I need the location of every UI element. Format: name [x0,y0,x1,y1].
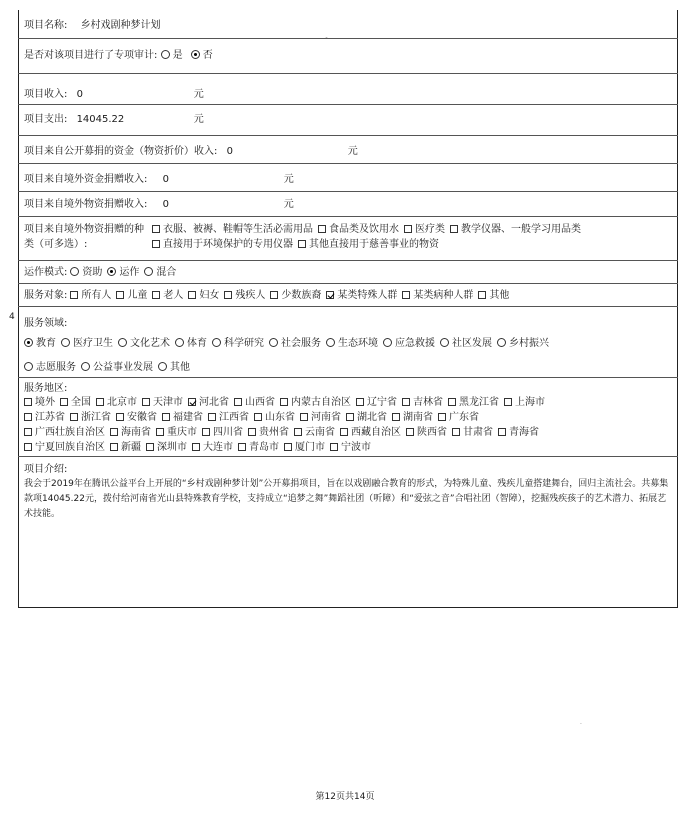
page-footer: 第12页共14页 [315,792,375,802]
region-option[interactable]: 大连市 [192,440,233,455]
row-service-targets [18,284,678,307]
checkbox-icon [452,428,460,436]
radio-icon [118,338,127,347]
region-option[interactable]: 新疆 [110,440,141,455]
row-intro [18,457,678,608]
service-field-option[interactable]: 文化艺术 [118,336,170,352]
radio-icon [61,338,70,347]
region-option[interactable]: 宁波市 [330,440,371,455]
project-name-label: 项目名称: [24,20,68,31]
expense-label: 项目支出: [24,114,68,125]
checkbox-icon [340,428,348,436]
region-option[interactable]: 浙江省 [70,410,111,425]
overseas-funds-label: 项目来自境外资金捐赠收入: [24,174,148,185]
checkbox-icon [298,240,306,248]
radio-icon [497,338,506,347]
service-field-option[interactable]: 社会服务 [269,336,321,352]
operation-mode-option[interactable]: 资助 [70,267,102,279]
goods-type-option[interactable]: 直接用于环境保护的专用仪器 [152,237,293,252]
goods-type-option[interactable]: 教学仪器、一般学习用品类 [450,222,581,237]
region-option[interactable]: 福建省 [162,410,203,425]
service-fields-line2 [24,360,674,376]
checkbox-icon [448,398,456,406]
checkbox-icon [152,240,160,248]
region-option[interactable]: 天津市 [142,395,183,410]
checkbox-icon [346,413,354,421]
checkbox-icon [116,413,124,421]
goods-types-line2 [152,237,674,252]
service-field-option[interactable]: 科学研究 [212,336,264,352]
service-targets-label: 服务对象: [24,290,68,301]
region-option[interactable]: 厦门市 [284,440,325,455]
row-number-marker: 4 [9,312,15,322]
goods-type-option[interactable]: 医疗类 [404,222,445,237]
service-field-option[interactable]: 生态环境 [326,336,378,352]
overseas-funds-unit: 元 [283,174,294,185]
row-audit [18,39,678,74]
checkbox-icon [188,398,196,406]
checkbox-icon [318,225,326,233]
service-field-option[interactable]: 应急救援 [383,336,435,352]
checkbox-icon [284,443,292,451]
checkbox-icon [280,398,288,406]
radio-icon [161,50,170,59]
region-option[interactable]: 辽宁省 [356,395,397,410]
scan-speck: · [580,721,582,728]
row-overseas-goods [18,192,678,217]
radio-icon [24,362,33,371]
public-funds-unit: 元 [347,146,358,157]
checkbox-icon [224,291,232,299]
service-target-option[interactable]: 其他 [478,290,509,302]
region-option[interactable]: 山西省 [234,395,275,410]
checkbox-icon [152,225,160,233]
checkbox-icon [202,428,210,436]
region-option[interactable]: 重庆市 [156,425,197,440]
radio-icon [70,267,79,276]
checkbox-icon [110,443,118,451]
service-regions-line2 [24,410,674,425]
income-unit: 元 [193,89,204,100]
region-option[interactable]: 境外 [24,395,55,410]
region-option[interactable]: 山东省 [254,410,295,425]
expense-value: 14045.22 [76,114,125,125]
overseas-goods-unit: 元 [283,199,294,210]
goods-types-label-line1: 项目来自境外物资捐赠的种 [24,224,144,235]
service-target-option[interactable]: 某类病种人群 [402,290,473,302]
checkbox-icon [402,291,410,299]
row-goods-types [18,217,678,261]
checkbox-icon [356,398,364,406]
region-option[interactable]: 广西壮族自治区 [24,425,105,440]
row-expense [18,105,678,136]
checkbox-icon [326,291,334,299]
public-funds-value: 0 [226,146,233,157]
checkbox-icon [438,413,446,421]
checkbox-icon [254,413,262,421]
service-target-option[interactable]: 妇女 [188,290,219,302]
checkbox-icon [330,443,338,451]
operation-mode-options [70,267,181,278]
operation-mode-option[interactable]: 混合 [144,267,176,279]
radio-icon [440,338,449,347]
audit-option-no[interactable]: 否 [191,50,213,62]
row-income [18,74,678,105]
goods-type-option[interactable]: 衣服、被褥、鞋帽等生活必需用品 [152,222,313,237]
checkbox-icon [24,398,32,406]
service-regions-label: 服务地区: [24,383,68,394]
checkbox-icon [188,291,196,299]
service-fields-line1 [24,336,674,352]
intro-label: 项目介绍: [24,464,68,475]
service-fields-label: 服务领域: [24,318,68,329]
service-target-option[interactable]: 少数族裔 [270,290,321,302]
service-field-option[interactable]: 乡村振兴 [497,336,549,352]
goods-types-line1 [152,222,674,237]
checkbox-icon [192,443,200,451]
region-option[interactable]: 甘肃省 [452,425,493,440]
service-field-option[interactable]: 志愿服务 [24,360,76,376]
radio-icon [81,362,90,371]
service-field-option[interactable]: 社区发展 [440,336,492,352]
checkbox-icon [24,443,32,451]
checkbox-icon [234,398,242,406]
checkbox-icon [294,428,302,436]
checkbox-icon [162,413,170,421]
service-regions-line4 [24,440,674,455]
service-field-option[interactable]: 其他 [158,360,190,376]
region-option[interactable]: 宁夏回族自治区 [24,440,105,455]
overseas-funds-value: 0 [162,174,169,185]
project-name-value: 乡村戏剧种梦计划 [80,20,161,31]
region-option[interactable]: 青岛市 [238,440,279,455]
region-option[interactable]: 海南省 [110,425,151,440]
checkbox-icon [300,413,308,421]
region-option[interactable]: 河南省 [300,410,341,425]
radio-icon [175,338,184,347]
project-info-form [18,10,678,608]
service-target-option[interactable]: 老人 [152,290,183,302]
service-field-option[interactable]: 教育 [24,336,56,352]
service-target-option[interactable]: 残疾人 [224,290,265,302]
region-option[interactable]: 内蒙古自治区 [280,395,351,410]
region-option[interactable]: 贵州省 [248,425,289,440]
scan-speck: ˚ [325,38,328,45]
checkbox-icon [248,428,256,436]
goods-type-option[interactable]: 其他直接用于慈善事业的物资 [298,237,439,252]
checkbox-icon [60,398,68,406]
region-option[interactable]: 广东省 [438,410,479,425]
region-option[interactable]: 全国 [60,395,91,410]
income-label: 项目收入: [24,89,68,100]
service-regions-line3 [24,425,674,440]
row-service-regions [18,378,678,457]
region-option[interactable]: 西藏自治区 [340,425,401,440]
checkbox-icon [70,291,78,299]
region-option[interactable]: 江苏省 [24,410,65,425]
service-field-option[interactable]: 医疗卫生 [61,336,113,352]
checkbox-icon [478,291,486,299]
service-targets-options [70,290,514,301]
overseas-goods-value: 0 [162,199,169,210]
income-value: 0 [76,89,83,100]
checkbox-icon [402,398,410,406]
audit-question: 是否对该项目进行了专项审计: [24,50,158,61]
row-operation-mode [18,261,678,284]
operation-mode-option[interactable]: 运作 [107,267,139,279]
overseas-goods-label: 项目来自境外物资捐赠收入: [24,199,148,210]
checkbox-icon [70,413,78,421]
service-target-option[interactable]: 所有人 [70,290,111,302]
region-option[interactable]: 湖北省 [346,410,387,425]
row-public-funds [18,136,678,164]
checkbox-icon [406,428,414,436]
region-option[interactable]: 湖南省 [392,410,433,425]
radio-icon [24,338,33,347]
region-option[interactable]: 云南省 [294,425,335,440]
service-field-option[interactable]: 体育 [175,336,207,352]
checkbox-icon [270,291,278,299]
service-field-option[interactable]: 公益事业发展 [81,360,153,376]
radio-icon [212,338,221,347]
row-project-name [18,10,678,39]
radio-icon [383,338,392,347]
row-overseas-funds [18,164,678,192]
checkbox-icon [116,291,124,299]
checkbox-icon [96,398,104,406]
radio-icon [107,267,116,276]
operation-mode-label: 运作模式: [24,267,68,278]
checkbox-icon [156,428,164,436]
region-option[interactable]: 河北省 [188,395,229,410]
checkbox-icon [142,398,150,406]
region-option[interactable]: 四川省 [202,425,243,440]
checkbox-icon [208,413,216,421]
checkbox-icon [392,413,400,421]
region-option[interactable]: 黑龙江省 [448,395,499,410]
checkbox-icon [24,428,32,436]
region-option[interactable]: 陕西省 [406,425,447,440]
service-target-option[interactable]: 儿童 [116,290,147,302]
public-funds-label: 项目来自公开募捐的资金（物资折价）收入: [24,146,218,157]
checkbox-icon [110,428,118,436]
checkbox-icon [146,443,154,451]
radio-icon [326,338,335,347]
region-option[interactable]: 深圳市 [146,440,187,455]
intro-text: 我会于2019年在腾讯公益平台上开展的“乡村戏剧种梦计划”公开募捐项目，旨在以戏剧融合教育的形式，为特殊儿童、残疾儿童搭建舞台，回归主流社会。共募集款项14045.22元，拨付给河南省光山县特殊教育学校，支持成立“追梦之舞”舞蹈社团（听障）和“爱弦之音”合唱社团（智障），挖掘残疾孩子的艺术潜力、拓展艺术技能。 [24,479,669,519]
checkbox-icon [152,291,160,299]
region-option[interactable]: 上海市 [504,395,545,410]
radio-icon [158,362,167,371]
checkbox-icon [450,225,458,233]
radio-icon [144,267,153,276]
expense-unit: 元 [193,114,204,125]
checkbox-icon [24,413,32,421]
region-option[interactable]: 北京市 [96,395,137,410]
service-regions-line1 [24,395,674,410]
checkbox-icon [404,225,412,233]
radio-icon [269,338,278,347]
row-service-fields [18,307,678,378]
checkbox-icon [498,428,506,436]
region-option[interactable]: 江西省 [208,410,249,425]
region-option[interactable]: 青海省 [498,425,539,440]
goods-types-label-line2: 类（可多选）: [24,239,88,250]
audit-option-yes[interactable]: 是 [161,50,183,62]
region-option[interactable]: 安徽省 [116,410,157,425]
service-target-option[interactable]: 某类特殊人群 [326,290,397,302]
region-option[interactable]: 吉林省 [402,395,443,410]
checkbox-icon [238,443,246,451]
goods-type-option[interactable]: 食品类及饮用水 [318,222,399,237]
radio-icon [191,50,200,59]
checkbox-icon [504,398,512,406]
